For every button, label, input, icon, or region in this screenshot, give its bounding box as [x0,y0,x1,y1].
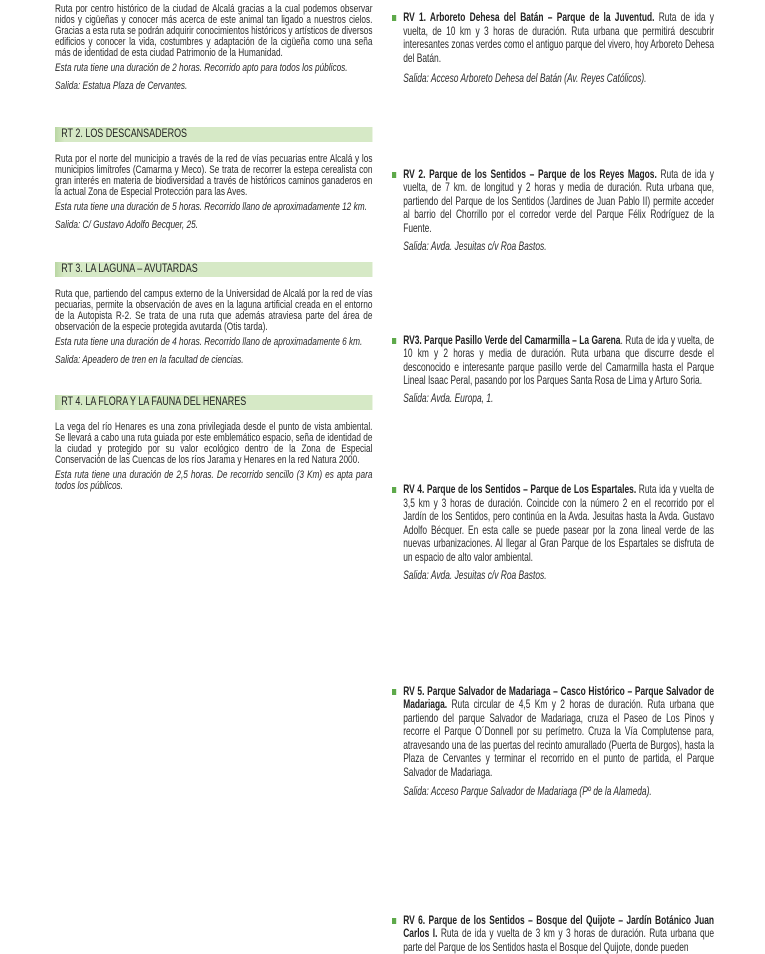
route-duration: Esta ruta tiene una duración de 5 horas. Recorrido llano de aproximadamente 12 km. [55,202,372,213]
route-duration: Esta ruta tiene una duración de 2 horas. Recorrido apto para todos los públicos. [55,63,372,74]
route-start: Salida: Estatua Plaza de Cervantes. [55,81,372,92]
route-title: RV 4. Parque de los Sentidos – Parque de Los Espartales. [403,482,636,496]
route-rv4 [392,483,714,583]
bullet-icon [392,172,396,178]
route-duration: Esta ruta tiene una duración de 4 horas. Recorrido llano de aproximadamente 6 km. [55,337,372,348]
route-rt3 [55,262,372,366]
bullet-icon [392,487,396,493]
route-description: Ruta de ida y vuelta de 3 km y 3 horas de duración. Ruta urbana que parte del Parque de los Sentidos hasta el Bosque del Quijote, donde pueden [403,926,714,954]
route-title: RV 2. Parque de los Sentidos – Parque de los Reyes Magos. [403,167,657,181]
route-duration: Esta ruta tiene una duración de 2,5 horas. De recorrido sencillo (3 Km) es apta para todos los públicos. [55,470,372,492]
route-description: Ruta circular de 4,5 Km y 2 horas de duración. Ruta urbana que partiendo del parque Salvador de Madariaga, cruza el Paseo de Los Pinos y recorre el Parque O´Donnell por su perímetro. Cruza la Vía Complutense para, atravesando una de las puertas del recinto amurallado (Puerta de Burgos), hasta la Plaza de Cervantes y terminar el recorrido en el punto de partida, el Parque Salvador de Madariaga. [403,697,714,779]
route-description: Ruta ida y vuelta de 3,5 km y 3 horas de duración. Coincide con la número 2 en el recorrido por el Jardín de los Sentidos, pero continúa en la Avda. Jesuitas hasta la Avda. Gustavo Adolfo Bécquer. En esta calle se puede pasear por la zona lineal verde de las nuevas urbanizaciones. Al llegar al Gran Parque de los Espartales se disfruta de un espacio de alto valor ambiental. [403,482,714,564]
route-title: RV 6. Parque de los Sentidos – Bosque del Quijote – Jardín Botánico Juan Carlos I. [403,913,714,941]
route-description: Ruta de ida y vuelta, de 10 km y 3 horas de duración. Ruta urbana que permitirá descubrir interesantes zonas verdes como el antiguo parque del vivero, hoy Arboreto Dehesa del Batán. [403,10,714,65]
intro-route [55,4,372,92]
route-start: Salida: Avda. Jesuitas c/v Roa Bastos. [403,240,714,254]
route-rv1 [392,11,714,86]
route-description: Ruta por el norte del municipio a través de la red de vías pecuarias entre Alcalá y los municipios limítrofes (Camarma y Meco). Se trata de recorrer la estepa cerealista con gran interés en materia de biodiversidad a través de históricos caminos ganaderos en la actual Zona de Especial Protección para las Aves. [55,154,372,198]
route-description: Ruta de ida y vuelta, de 7 km. de longitud y 2 horas y media de duración. Ruta urbana que, partiendo del Parque de los Sentidos (Jardines de Juan Pablo II) permite acceder al barrio del Chorrillo por el corredor verde del Parque Félix Rodríguez de la Fuente. [403,167,714,235]
route-rv5 [392,685,714,799]
route-rv6 [392,914,714,954]
bullet-icon [392,689,396,695]
bullet-icon [392,15,396,21]
route-rv2 [392,168,714,254]
section-header: RT 3. LA LAGUNA – AVUTARDAS [55,262,372,277]
route-title: RV3. Parque Pasillo Verde del Camarmilla – La Garena [403,333,620,347]
route-title: RV 5. Parque Salvador de Madariaga – Casco Histórico – Parque Salvador de Madariaga. [403,684,714,712]
route-start: Salida: Acceso Arboreto Dehesa del Batán (Av. Reyes Católicos). [403,72,714,86]
route-description: La vega del río Henares es una zona privilegiada desde el punto de vista ambiental. Se llevará a cabo una ruta guiada por este emblemático espacio, seña de identidad de la ciudad y protegido por su valor ecológico dentro de la Zona de Especial Conservación de las Cuencas de los ríos Jarama y Henares en la red Natura 2000. [55,422,372,466]
bullet-icon [392,918,396,924]
route-rt4 [55,395,372,492]
route-start: Salida: Avda. Europa, 1. [403,392,714,406]
route-description: Ruta que, partiendo del campus externo de la Universidad de Alcalá por la red de vías pecuarias, permite la observación de aves en la laguna artificial creada en el entorno de la Autopista R-2. Se trata de una ruta que además atraviesa parte del área de observación de la especie protegida avutarda (Otis tarda). [55,289,372,333]
route-rt2 [55,127,372,231]
route-start: Salida: Avda. Jesuitas c/v Roa Bastos. [403,569,714,583]
section-header: RT 4. LA FLORA Y LA FAUNA DEL HENARES [55,395,372,410]
bullet-icon [392,338,396,344]
route-title: RV 1. Arboreto Dehesa del Batán – Parque de la Juventud. [403,10,654,24]
section-header: RT 2. LOS DESCANSADEROS [55,127,372,142]
route-start: Salida: C/ Gustavo Adolfo Becquer, 25. [55,220,372,231]
right-column [392,0,714,486]
route-rv3 [392,334,714,406]
route-start: Salida: Acceso Parque Salvador de Madariaga (Pº de la Alameda). [403,785,714,799]
route-description: Ruta por centro histórico de la ciudad de Alcalá gracias a la cual podemos observar nidos y cigüeñas y conocer más acerca de este animal tan ligado a nuestros cielos. Gracias a esta ruta se podrán adquirir conocimientos históricos y artísticos de diversos edificios y conocer la vida, costumbres y adaptación de la cigüeña como una seña más de identidad de esta ciudad Patrimonio de la Humanidad. [55,4,372,59]
route-start: Salida: Apeadero de tren en la facultad de ciencias. [55,355,372,366]
route-description: . Ruta de ida y vuelta, de 10 km y 2 horas y media de duración. Ruta urbana que discurre desde el desconocido e interesante parque pasillo verde del Camarmilla hasta el Parque Lineal Isaac Peral, pasando por los Parques Santa Rosa de Lima y Arturo Soria. [403,333,714,388]
